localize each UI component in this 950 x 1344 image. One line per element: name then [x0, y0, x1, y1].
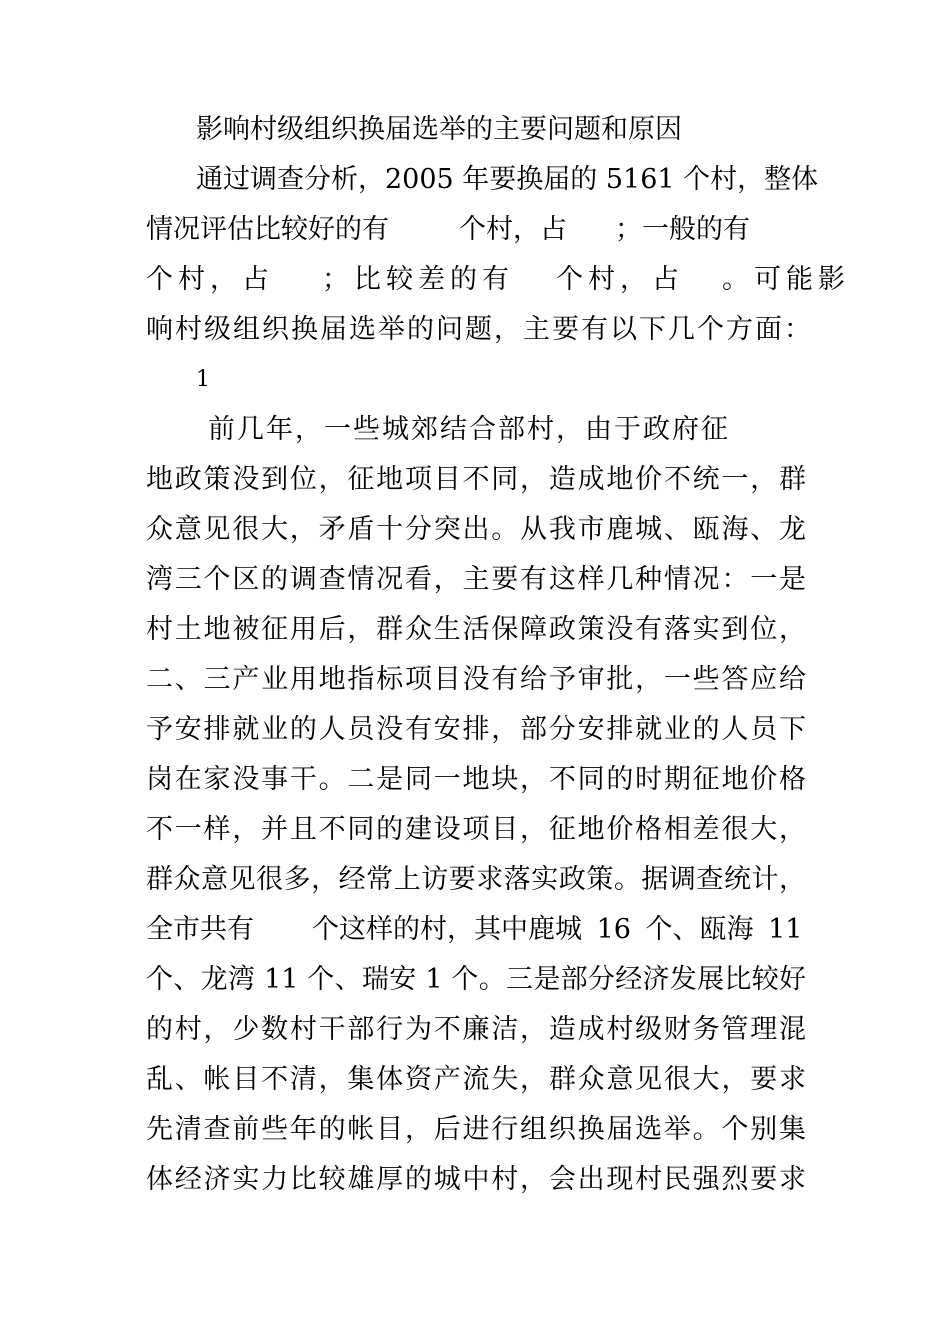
paragraph-line: 的村，少数村干部行为不廉洁，造成村级财务管理混: [146, 1014, 806, 1045]
text-segment: 个村，占: [459, 214, 567, 245]
document-title: 影响村级组织换届选举的主要问题和原因: [196, 114, 682, 145]
text-segment: 全市共有: [146, 914, 254, 945]
paragraph-line: 二、三产业用地指标项目没有给予审批，一些答应给: [146, 664, 806, 695]
paragraph-line: 响村级组织换届选举的问题，主要有以下几个方面：: [146, 314, 813, 345]
paragraph-line: 体经济实力比较雄厚的城中村，会出现村民强烈要求: [146, 1164, 806, 1195]
paragraph-line: 通过调查分析，2005 年要换届的 5161 个村，整体: [196, 164, 819, 195]
paragraph-line: 湾三个区的调查情况看，主要有这样几种情况：一是: [146, 564, 806, 595]
text-segment: 情况评估比较好的有: [146, 214, 389, 245]
paragraph-line: 地政策没到位，征地项目不同，造成地价不统一，群: [146, 464, 806, 495]
text-segment: 个这样的村，其中鹿城 16 个、瓯海 11: [312, 914, 803, 945]
paragraph-line: 先清查前些年的帐目，后进行组织换届选举。个别集: [146, 1114, 806, 1145]
paragraph-line: 群众意见很多，经常上访要求落实政策。据调查统计，: [146, 864, 806, 895]
text-segment: ；比较差的有: [322, 264, 514, 295]
paragraph-line: 不一样，并且不同的建设项目，征地价格相差很大，: [146, 814, 806, 845]
paragraph-line: 乱、帐目不清，集体资产流失，群众意见很大，要求: [146, 1064, 806, 1095]
paragraph-line: 村土地被征用后，群众生活保障政策没有落实到位，: [146, 614, 806, 645]
paragraph-line: [146, 405, 806, 455]
paragraph-line: [146, 905, 806, 955]
paragraph-line: 岗在家没事干。二是同一地块，不同的时期征地价格: [146, 764, 806, 795]
paragraph-line: [146, 255, 850, 305]
section-heading: [196, 355, 806, 405]
text-segment: 前几年，一些城郊结合部村，由于政府征: [208, 414, 730, 445]
text-segment: ；一般的有: [615, 214, 750, 245]
paragraph-line: 予安排就业的人员没有安排，部分安排就业的人员下: [146, 714, 806, 745]
text-segment: 个村，占: [556, 264, 684, 295]
heading-number: 1: [196, 367, 211, 392]
paragraph-line: [146, 205, 806, 255]
text-segment: 。可能影: [722, 264, 850, 295]
paragraph-line: 个、龙湾 11 个、瑞安 1 个。三是部分经济发展比较好: [146, 964, 806, 995]
text-segment: 个村，占: [146, 264, 274, 295]
paragraph-line: 众意见很大，矛盾十分突出。从我市鹿城、瓯海、龙: [146, 514, 806, 545]
